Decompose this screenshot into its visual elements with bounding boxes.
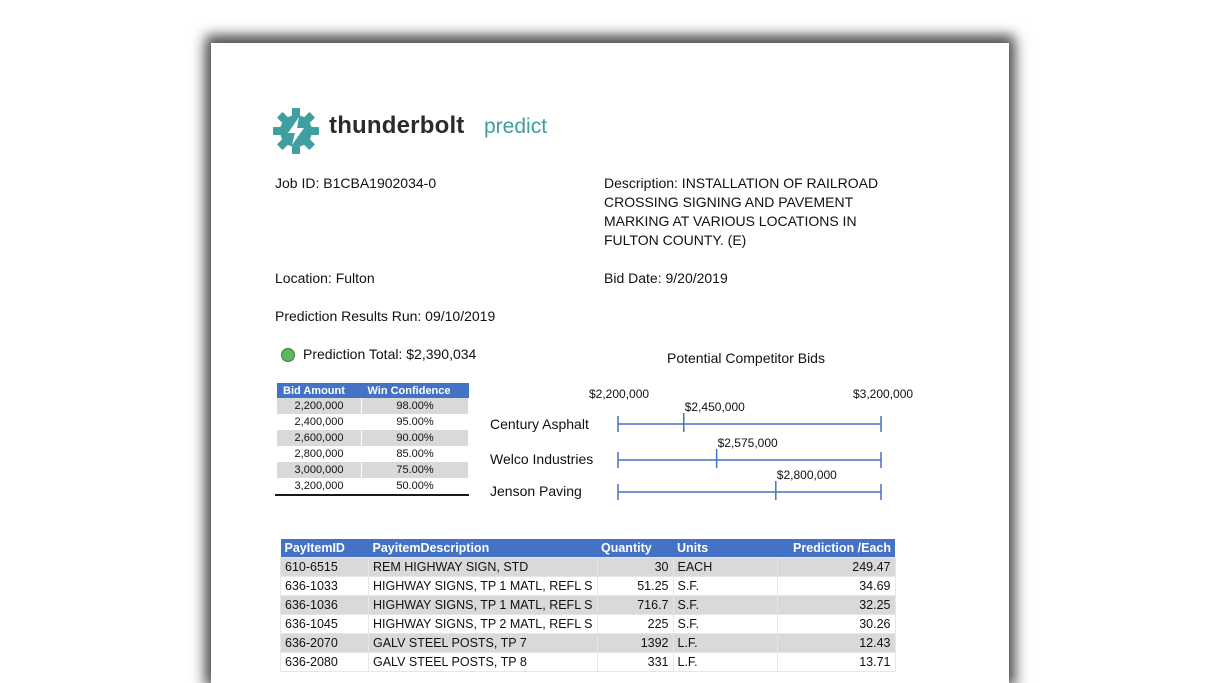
win-confidence-cell: 95.00% bbox=[362, 414, 469, 430]
table-row bbox=[281, 558, 896, 577]
brand-name: thunderbolt bbox=[329, 112, 465, 139]
col-header-payitem-id: PayItemID bbox=[281, 539, 369, 558]
quantity-cell: 225 bbox=[597, 615, 673, 634]
competitor-label: Jenson Paving bbox=[490, 483, 582, 499]
description-line: FULTON COUNTY. (E) bbox=[604, 232, 747, 248]
table-row bbox=[281, 653, 896, 672]
competitor-bid-chart bbox=[606, 393, 896, 503]
description-cell: HIGHWAY SIGNS, TP 1 MATL, REFL S bbox=[369, 577, 598, 596]
table-row bbox=[281, 577, 896, 596]
quantity-cell: 30 bbox=[597, 558, 673, 577]
bid-amount-cell: 3,000,000 bbox=[276, 462, 362, 478]
prediction-run-date: Prediction Results Run: 09/10/2019 bbox=[275, 308, 496, 324]
col-header-win-confidence: Win Confidence bbox=[362, 383, 469, 398]
prediction-cell: 13.71 bbox=[777, 653, 895, 672]
description-cell: HIGHWAY SIGNS, TP 2 MATL, REFL S bbox=[369, 615, 598, 634]
description-line: MARKING AT VARIOUS LOCATIONS IN bbox=[604, 213, 857, 229]
win-confidence-cell: 75.00% bbox=[362, 462, 469, 478]
bid-confidence-table bbox=[275, 383, 469, 496]
bid-amount-cell: 2,200,000 bbox=[276, 398, 362, 414]
competitor-bid-label: $2,800,000 bbox=[776, 468, 837, 482]
prediction-cell: 12.43 bbox=[777, 634, 895, 653]
prediction-cell: 34.69 bbox=[777, 577, 895, 596]
bid-amount-cell: 2,800,000 bbox=[276, 446, 362, 462]
pay-items-table bbox=[280, 539, 896, 672]
payitem-id-cell: 636-2080 bbox=[281, 653, 369, 672]
location: Location: Fulton bbox=[275, 270, 375, 286]
col-header-payitem-description: PayitemDescription bbox=[369, 539, 598, 558]
payitem-id-cell: 636-1036 bbox=[281, 596, 369, 615]
win-confidence-cell: 50.00% bbox=[362, 478, 469, 495]
col-header-quantity: Quantity bbox=[597, 539, 673, 558]
brand-logo bbox=[273, 106, 573, 156]
description-cell: GALV STEEL POSTS, TP 8 bbox=[369, 653, 598, 672]
job-description bbox=[604, 174, 904, 250]
axis-min-label: $2,200,000 bbox=[589, 387, 650, 401]
payitem-id-cell: 636-2070 bbox=[281, 634, 369, 653]
payitem-id-cell: 636-1045 bbox=[281, 615, 369, 634]
quantity-cell: 716.7 bbox=[597, 596, 673, 615]
units-cell: EACH bbox=[673, 558, 777, 577]
units-cell: L.F. bbox=[673, 634, 777, 653]
table-row bbox=[281, 596, 896, 615]
payitem-id-cell: 610-6515 bbox=[281, 558, 369, 577]
quantity-cell: 1392 bbox=[597, 634, 673, 653]
units-cell: S.F. bbox=[673, 596, 777, 615]
bid-date: Bid Date: 9/20/2019 bbox=[604, 270, 728, 286]
prediction-cell: 30.26 bbox=[777, 615, 895, 634]
table-row bbox=[281, 615, 896, 634]
quantity-cell: 51.25 bbox=[597, 577, 673, 596]
col-header-prediction-each: Prediction /Each bbox=[777, 539, 895, 558]
bid-amount-cell: 3,200,000 bbox=[276, 478, 362, 495]
bid-amount-cell: 2,600,000 bbox=[276, 430, 362, 446]
col-header-bid-amount: Bid Amount bbox=[276, 383, 362, 398]
win-confidence-cell: 90.00% bbox=[362, 430, 469, 446]
win-confidence-cell: 85.00% bbox=[362, 446, 469, 462]
description-cell: REM HIGHWAY SIGN, STD bbox=[369, 558, 598, 577]
description-cell: HIGHWAY SIGNS, TP 1 MATL, REFL S bbox=[369, 596, 598, 615]
chart-title: Potential Competitor Bids bbox=[667, 350, 825, 366]
prediction-total: Prediction Total: $2,390,034 bbox=[303, 346, 477, 362]
col-header-units: Units bbox=[673, 539, 777, 558]
description-cell: GALV STEEL POSTS, TP 7 bbox=[369, 634, 598, 653]
competitor-label: Welco Industries bbox=[490, 451, 594, 467]
gear-bolt-icon bbox=[273, 108, 319, 154]
table-row bbox=[276, 398, 469, 414]
prediction-cell: 249.47 bbox=[777, 558, 895, 577]
brand-tagline: predict bbox=[484, 115, 548, 138]
competitor-bid-label: $2,575,000 bbox=[717, 436, 778, 450]
table-row bbox=[276, 414, 469, 430]
win-confidence-cell: 98.00% bbox=[362, 398, 469, 414]
table-row bbox=[276, 430, 469, 446]
competitor-label: Century Asphalt bbox=[490, 416, 589, 432]
report-page bbox=[211, 43, 1009, 683]
job-id: Job ID: B1CBA1902034-0 bbox=[275, 175, 437, 191]
units-cell: S.F. bbox=[673, 615, 777, 634]
description-line: Description: INSTALLATION OF RAILROAD bbox=[604, 175, 879, 191]
table-row bbox=[281, 634, 896, 653]
axis-max-label: $3,200,000 bbox=[853, 387, 914, 401]
table-row bbox=[276, 478, 469, 495]
units-cell: L.F. bbox=[673, 653, 777, 672]
bid-amount-cell: 2,400,000 bbox=[276, 414, 362, 430]
table-row bbox=[276, 462, 469, 478]
competitor-bid-label: $2,450,000 bbox=[684, 400, 745, 414]
prediction-cell: 32.25 bbox=[777, 596, 895, 615]
payitem-id-cell: 636-1033 bbox=[281, 577, 369, 596]
table-row bbox=[276, 446, 469, 462]
quantity-cell: 331 bbox=[597, 653, 673, 672]
units-cell: S.F. bbox=[673, 577, 777, 596]
description-line: CROSSING SIGNING AND PAVEMENT bbox=[604, 194, 854, 210]
status-indicator-icon bbox=[281, 348, 295, 362]
